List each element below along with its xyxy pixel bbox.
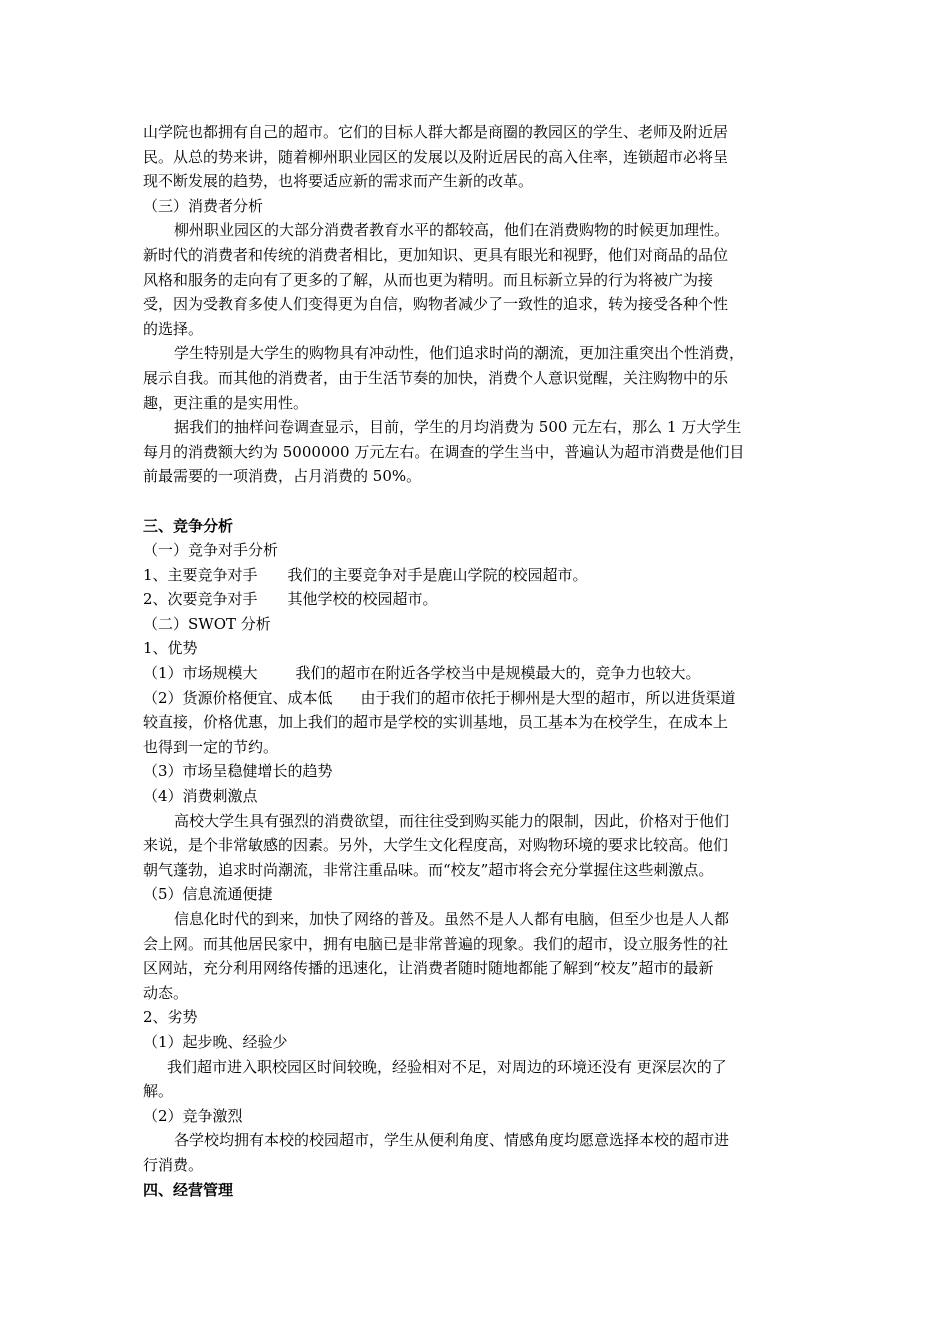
text-line: 较直接，价格优惠，加上我们的超市是学校的实训基地，员工基本为在校学生，在成本上 <box>143 713 729 732</box>
text-line: 2、劣势 <box>143 1008 198 1027</box>
text-line: 民。从总的势来讲，随着柳州职业园区的发展以及附近居民的高入住率，连锁超市必将呈 <box>143 147 729 166</box>
text-line: 山学院也都拥有自己的超市。它们的目标人群大都是商圈的教园区的学生、老师及附近居 <box>143 123 729 141</box>
text-line: 行消费。 <box>143 1155 204 1174</box>
text-line: 来说，是个非常敏感的因素。另外，大学生文化程度高，对购物环境的要求比较高。他们 <box>143 836 729 855</box>
text-line: 朝气蓬勃，追求时尚潮流，非常注重品味。而“校友”超市将会充分掌握住这些刺激点。 <box>143 860 714 879</box>
text-line: 前最需要的一项消费，占月消费的 50%。 <box>143 467 422 486</box>
item-text: 由于我们的超市依托于柳州是大型的超市，所以进货渠道 <box>360 688 736 707</box>
text-line: 解。 <box>143 1082 174 1101</box>
text-line: （5）信息流通便捷 <box>143 885 273 904</box>
text-line <box>143 563 813 588</box>
text-line: 新时代的消费者和传统的消费者相比，更加知识、更具有眼光和视野，他们对商品的品位 <box>143 245 729 264</box>
document-page <box>143 120 813 1202</box>
text-line: 动态。 <box>143 983 189 1002</box>
text-line: 区网站，充分利用网络传播的迅速化，让消费者随时随地都能了解到“校友”超市的最新 <box>143 959 714 978</box>
text-line: 的选择。 <box>143 319 204 338</box>
item-label: 2、次要竞争对手 <box>143 590 258 609</box>
text-line: 风格和服务的走向有了更多的了解，从而也更为精明。而且标新立异的行为将被广为接 <box>143 270 714 289</box>
section-heading: 三、竞争分析 <box>143 516 234 535</box>
subsection-heading: （一）竞争对手分析 <box>143 541 279 560</box>
text-line: 会上网。而其他居民家中，拥有电脑已是非常普遍的现象。我们的超市，设立服务性的社 <box>143 934 729 953</box>
text-line: （3）市场呈稳健增长的趋势 <box>143 762 333 781</box>
text-line <box>143 686 813 711</box>
subsection-heading: （二）SWOT 分析 <box>143 614 271 633</box>
text-line: （2）竞争激烈 <box>143 1106 243 1125</box>
text-line: 学生特别是大学生的购物具有冲动性，他们追求时尚的潮流，更加注重突出个性消费， <box>174 344 745 363</box>
text-line: 高校大学生具有强烈的消费欲望，而往往受到购买能力的限制，因此，价格对于他们 <box>174 811 730 830</box>
text-line: （1）起步晚、经验少 <box>143 1032 288 1051</box>
text-line <box>143 661 813 686</box>
item-label: 1、主要竞争对手 <box>143 565 258 584</box>
item-label: （2）货源价格便宜、成本低 <box>143 688 333 707</box>
blank-line <box>143 489 813 514</box>
text-line: 趣，更注重的是实用性。 <box>143 393 309 412</box>
text-line: 我们超市进入职校园区时间较晚，经验相对不足，对周边的环境还没有 更深层次的了 <box>167 1057 727 1076</box>
text-line <box>143 587 813 612</box>
text-line: 据我们的抽样问卷调查显示，目前，学生的月均消费为 500 元左右，那么 1 万大学生 <box>174 418 742 437</box>
text-line: 受，因为受教育多使人们变得更为自信，购物者减少了一致性的追求，转为接受各种个性 <box>143 295 729 314</box>
text-line: （4）消费刺激点 <box>143 787 258 806</box>
text-line: 每月的消费额大约为 5000000 万元左右。在调查的学生当中，普遍认为超市消费是他们目 <box>143 442 745 461</box>
text-line: 现不断发展的趋势，也将要适应新的需求而产生新的改革。 <box>143 172 534 191</box>
text-line: 1、优势 <box>143 639 198 658</box>
item-text: 我们的主要竞争对手是鹿山学院的校园超市。 <box>287 565 588 584</box>
subsection-heading: （三）消费者分析 <box>143 196 264 215</box>
item-text: 其他学校的校园超市。 <box>287 590 438 609</box>
item-label: （1）市场规模大 <box>143 664 258 683</box>
item-text: 我们的超市在附近各学校当中是规模最大的，竞争力也较大。 <box>295 664 701 683</box>
text-line: 各学校均拥有本校的校园超市，学生从便利角度、情感角度均愿意选择本校的超市进 <box>174 1131 730 1150</box>
text-line: 展示自我。而其他的消费者，由于生活节奏的加快，消费个人意识觉醒，关注购物中的乐 <box>143 368 729 387</box>
text-line: 信息化时代的到来，加快了网络的普及。虽然不是人人都有电脑，但至少也是人人都 <box>174 910 730 928</box>
text-line: 也得到一定的节约。 <box>143 737 279 756</box>
text-line: 柳州职业园区的大部分消费者教育水平的都较高，他们在消费购物的时候更加理性。 <box>174 221 730 240</box>
section-heading: 四、经营管理 <box>143 1180 234 1199</box>
